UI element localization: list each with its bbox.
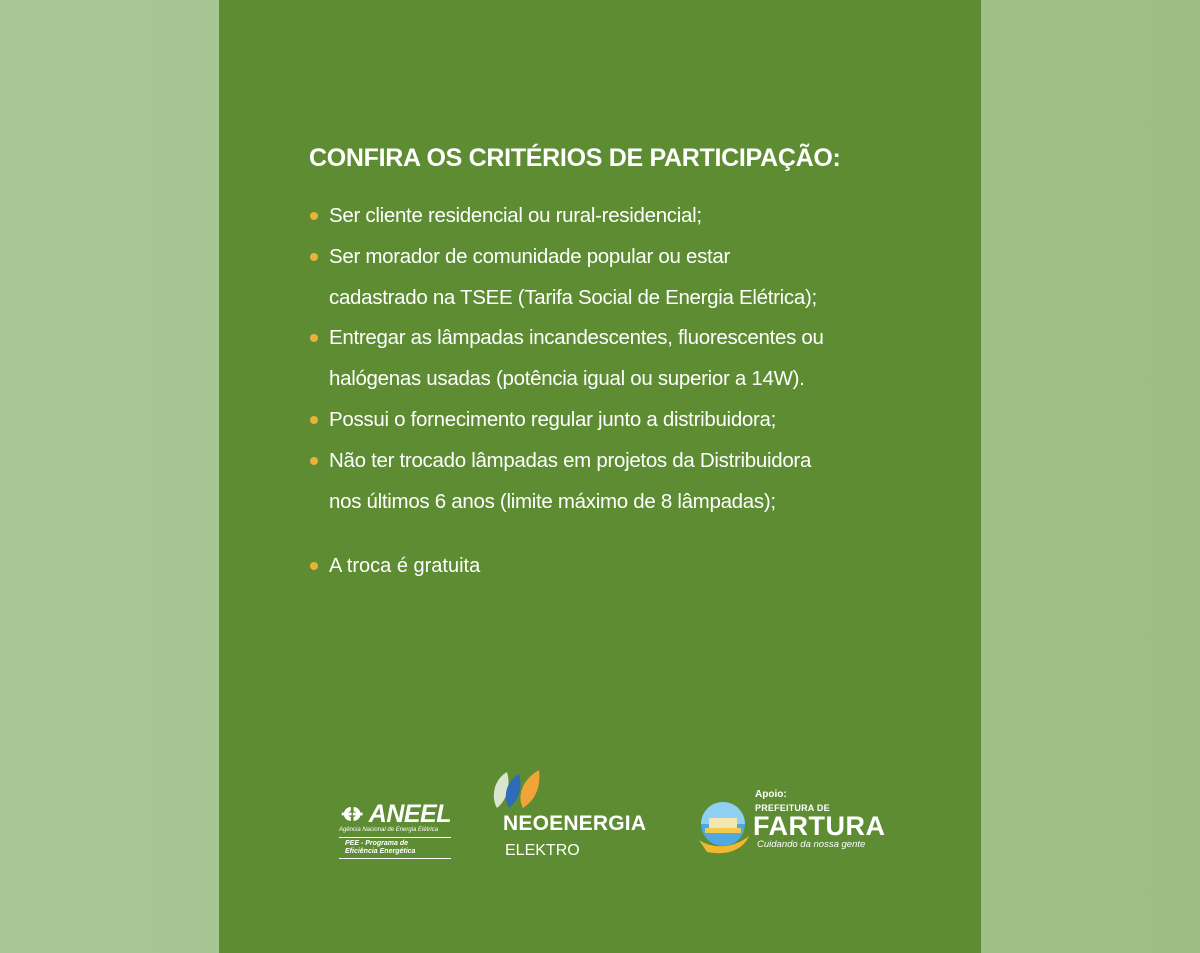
- list-item: [307, 400, 907, 441]
- info-panel: [219, 0, 981, 953]
- apoio-label: Apoio:: [755, 789, 787, 800]
- note-text: A troca é gratuita: [329, 555, 481, 577]
- list-item-text: nos últimos 6 anos (limite máximo de 8 lâmpadas);: [329, 489, 776, 513]
- aneel-symbol-icon: [339, 802, 367, 826]
- aneel-mark: [339, 802, 451, 826]
- list-item-text: Possui o fornecimento regular junto a distribuidora;: [329, 407, 777, 431]
- aneel-program-line: PEE - Programa de: [345, 840, 409, 847]
- prefeitura-label: PREFEITURA DE: [755, 803, 830, 813]
- list-item: [307, 237, 907, 319]
- list-item: [307, 441, 907, 523]
- sun-hand-icon: [697, 800, 751, 856]
- bullet-icon: [310, 253, 318, 261]
- note-item: [307, 546, 480, 587]
- fartura-name: FARTURA: [753, 811, 886, 841]
- aneel-subtitle: Agência Nacional de Energia Elétrica: [339, 826, 451, 838]
- neoenergia-sub: ELEKTRO: [505, 842, 580, 859]
- list-item-text: Ser cliente residencial ou rural-residencial;: [329, 204, 702, 227]
- list-item-text: Não ter trocado lâmpadas em projetos da Distribuidora: [329, 448, 812, 472]
- fartura-logo: [695, 786, 895, 866]
- fartura-slogan: Cuidando da nossa gente: [757, 839, 866, 850]
- bullet-icon: [310, 562, 318, 570]
- bullet-icon: [310, 416, 318, 424]
- free-note: [307, 546, 480, 587]
- bullet-icon: [310, 457, 318, 465]
- bullet-icon: [310, 334, 318, 342]
- criteria-list: [307, 196, 907, 522]
- list-item: [307, 196, 907, 237]
- list-item: [307, 318, 907, 400]
- aneel-program: [339, 838, 451, 859]
- aneel-program-line: Eficiência Energética: [345, 848, 416, 855]
- bullet-icon: [310, 212, 318, 220]
- list-item-text: cadastrado na TSEE (Tarifa Social de Energia Elétrica);: [329, 285, 817, 309]
- list-item-text: Entregar as lâmpadas incandescentes, fluorescentes ou: [329, 326, 824, 350]
- leaves-icon: [489, 768, 549, 810]
- aneel-name: ANEEL: [368, 800, 451, 828]
- aneel-logo: [339, 802, 451, 859]
- list-item-text: halógenas usadas (potência igual ou superior a 14W).: [329, 367, 805, 391]
- page-title: CONFIRA OS CRITÉRIOS DE PARTICIPAÇÃO:: [309, 144, 841, 172]
- neoenergia-name: NEOENERGIA: [503, 812, 647, 835]
- list-item-text: Ser morador de comunidade popular ou estar: [329, 244, 731, 268]
